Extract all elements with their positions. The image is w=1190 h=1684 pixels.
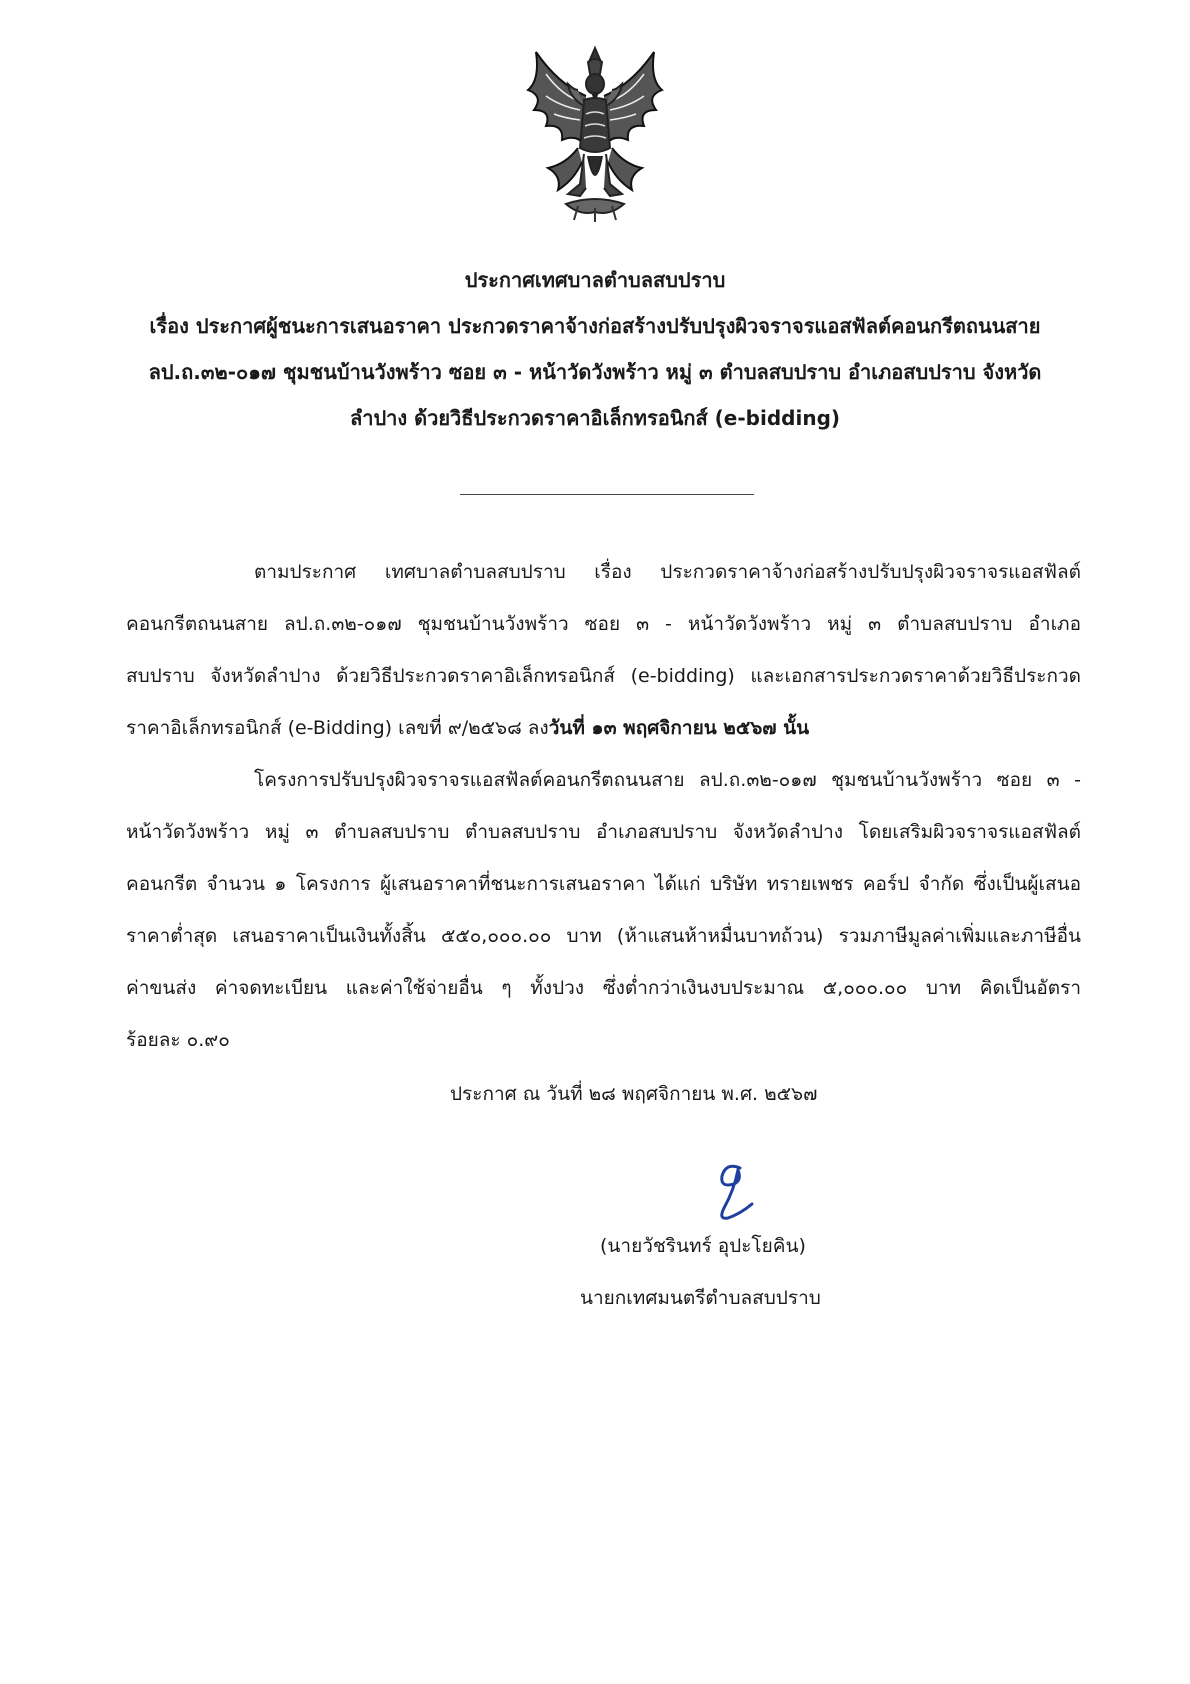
signature-mark [700,1160,760,1228]
paragraph-1-date-bold: วันที่ ๑๓ พฤศจิกายน ๒๕๖๗ นั้น [548,717,810,739]
paragraph-2-line: โครงการปรับปรุงผิวจราจรแอสฟัลต์คอนกรีตถนนสาย ลป.ถ.๓๒-๐๑๗ ชุมชนบ้านวังพร้าว ซอย ๓ - [254,769,1081,791]
signer-position: นายกเทศมนตรีตำบลสบปราบ [580,1287,821,1309]
subject-line-1: เรื่อง ประกาศผู้ชนะการเสนอราคา ประกวดราคาจ้างก่อสร้างปรับปรุงผิวจราจรแอสฟัลต์คอนกรีตถนนสาย [149,314,1041,338]
garuda-emblem [518,44,672,222]
subject-line-2: ลป.ถ.๓๒-๐๑๗ ชุมชนบ้านวังพร้าว ซอย ๓ - หน้าวัดวังพร้าว หมู่ ๓ ตำบลสบปราบ อำเภอสบปราบ จังหวัด [148,360,1042,384]
paragraph-1-line: ตามประกาศ เทศบาลตำบลสบปราบ เรื่อง ประกวดราคาจ้างก่อสร้างปรับปรุงผิวจราจรแอสฟัลต์ [254,561,1081,583]
paragraph-1-line: คอนกรีตถนนสาย ลป.ถ.๓๒-๐๑๗ ชุมชนบ้านวังพร้าว ซอย ๓ - หน้าวัดวังพร้าว หมู่ ๓ ตำบลสบปราบ อำเภอ [126,613,1081,635]
announcement-org: ประกาศเทศบาลตำบลสบปราบ [464,268,726,292]
paragraph-1-line [126,714,1081,742]
paragraph-2-line: ค่าขนส่ง ค่าจดทะเบียน และค่าใช้จ่ายอื่น ๆ ทั้งปวง ซึ่งต่ำกว่าเงินงบประมาณ ๕,๐๐๐.๐๐ บาท คิดเป็นอัตรา [126,977,1081,999]
paragraph-2-line: ร้อยละ ๐.๙๐ [126,1029,230,1051]
heading-divider [460,494,754,495]
paragraph-1-text: ราคาอิเล็กทรอนิกส์ (e-Bidding) เลขที่ ๙/๒๕๖๘ ลง [126,717,549,739]
subject-line-3: ลำปาง ด้วยวิธีประกวดราคาอิเล็กทรอนิกส์ (e-bidding) [349,406,841,430]
signer-name: (นายวัชรินทร์ อุปะโยคิน) [600,1235,806,1257]
announcement-date: ประกาศ ณ วันที่ ๒๘ พฤศจิกายน พ.ศ. ๒๕๖๗ [450,1083,818,1105]
paragraph-1-line: สบปราบ จังหวัดลำปาง ด้วยวิธีประกวดราคาอิเล็กทรอนิกส์ (e-bidding) และเอกสารประกวดราคาด้วยวิธีประกวด [126,665,1081,687]
paragraph-2-line: ราคาต่ำสุด เสนอราคาเป็นเงินทั้งสิ้น ๕๕๐,๐๐๐.๐๐ บาท (ห้าแสนห้าหมื่นบาทถ้วน) รวมภาษีมูลค่าเพิ่มและภาษีอื่น [126,925,1081,947]
paragraph-2-line: หน้าวัดวังพร้าว หมู่ ๓ ตำบลสบปราบ ตำบลสบปราบ อำเภอสบปราบ จังหวัดลำปาง โดยเสริมผิวจราจรแอสฟัลต์ [126,821,1081,843]
paragraph-2-line: คอนกรีต จำนวน ๑ โครงการ ผู้เสนอราคาที่ชนะการเสนอราคา ได้แก่ บริษัท ทรายเพชร คอร์ป จำกัด ซึ่งเป็นผู้เสนอ [126,873,1081,895]
